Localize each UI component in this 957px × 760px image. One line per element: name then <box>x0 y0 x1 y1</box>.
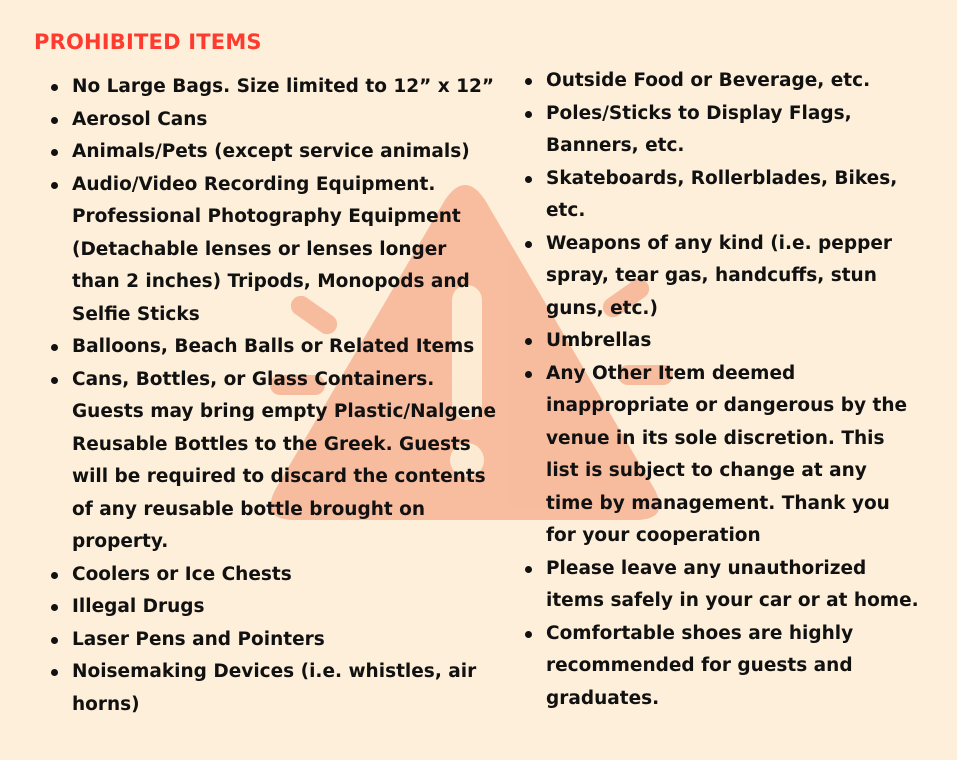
list-item: Laser Pens and Pointers <box>50 624 500 657</box>
list-item: Any Other Item deemed inappropriate or dangerous by the venue in its sole discretion. This list is subject to change at any time by management. Thank you for your cooperation <box>524 358 919 553</box>
list-item: Umbrellas <box>524 325 919 358</box>
list-item: Outside Food or Beverage, etc. <box>524 65 919 98</box>
left-items-list <box>50 71 500 721</box>
list-item: Cans, Bottles, or Glass Containers. Guests may bring empty Plastic/Nalgene Reusable Bottles to the Greek. Guests will be required to discard the contents of any reusable bottle brought on property. <box>50 364 500 559</box>
list-item: Please leave any unauthorized items safely in your car or at home. <box>524 553 919 618</box>
right-items-list <box>524 65 919 715</box>
list-item: Audio/Video Recording Equipment. Professional Photography Equipment (Detachable lenses or lenses longer than 2 inches) Tripods, Monopods and Selfie Sticks <box>50 169 500 332</box>
list-item: No Large Bags. Size limited to 12” x 12” <box>50 71 500 104</box>
list-item: Balloons, Beach Balls or Related Items <box>50 331 500 364</box>
list-item: Skateboards, Rollerblades, Bikes, etc. <box>524 163 919 228</box>
list-item: Comfortable shoes are highly recommended for guests and graduates. <box>524 618 919 716</box>
list-item: Aerosol Cans <box>50 104 500 137</box>
list-item: Noisemaking Devices (i.e. whistles, air horns) <box>50 656 500 721</box>
list-item: Poles/Sticks to Display Flags, Banners, etc. <box>524 98 919 163</box>
list-item: Coolers or Ice Chests <box>50 559 500 592</box>
page-title: PROHIBITED ITEMS <box>34 30 262 54</box>
list-item: Animals/Pets (except service animals) <box>50 136 500 169</box>
list-item: Weapons of any kind (i.e. pepper spray, tear gas, handcuffs, stun guns, etc.) <box>524 228 919 326</box>
list-item: Illegal Drugs <box>50 591 500 624</box>
